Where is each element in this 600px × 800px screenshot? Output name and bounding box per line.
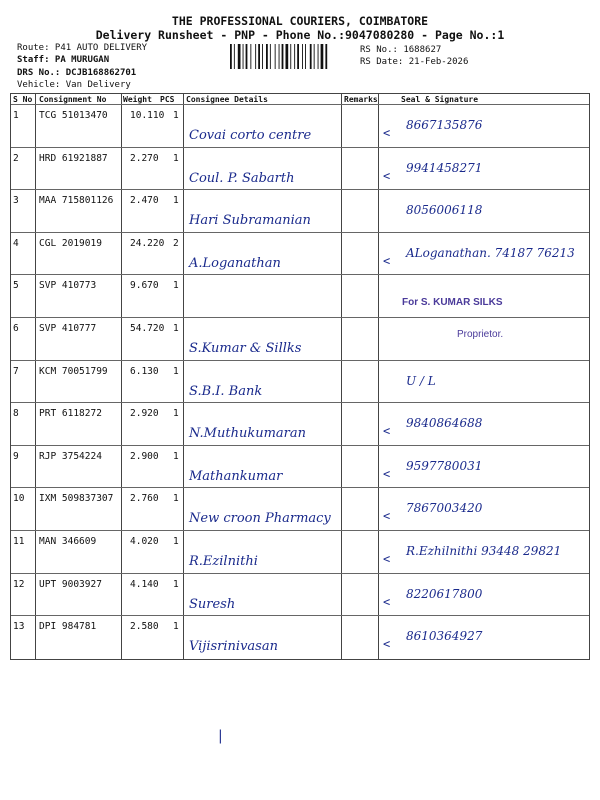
row-consignee-handwritten: Covai corto centre <box>189 128 312 143</box>
row-divider <box>11 402 589 403</box>
route-label: Route: P41 AUTO DELIVERY <box>17 43 148 53</box>
row-consignment-no: CGL 2019019 <box>39 237 102 249</box>
row-sno: 6 <box>13 323 19 334</box>
row-pcs: 1 <box>173 450 179 462</box>
row-consignee-handwritten: S.Kumar & Sillks <box>189 341 302 356</box>
row-weight: 2.920 <box>130 408 159 420</box>
runsheet-subtitle: Delivery Runsheet - PNP - Phone No.:9047080280 - Page No.:1 <box>95 28 505 42</box>
row-pcs: 1 <box>173 408 179 420</box>
row-signature: 9941458271 <box>406 160 483 175</box>
row-sno: 8 <box>13 408 19 420</box>
row-consignment-no: HRD 61921887 <box>39 152 108 164</box>
row-weight: 4.140 <box>130 578 159 590</box>
row-consignment-no: MAA 715801126 <box>39 195 114 207</box>
row-weight: 2.580 <box>130 621 159 633</box>
row-consignee-handwritten: Mathankumar <box>189 468 283 484</box>
row-signature: U / L <box>406 373 436 388</box>
row-received-mark: < <box>383 637 391 652</box>
row-consignment-no: TCG 51013470 <box>39 110 108 121</box>
row-divider <box>11 360 589 361</box>
rs-date: RS Date: 21-Feb-2026 <box>360 57 469 67</box>
row-pcs: 1 <box>173 365 179 377</box>
rs-number: RS No.: 1688627 <box>360 45 442 55</box>
row-pcs: 1 <box>173 280 179 292</box>
stamp-proprietor: Proprietor. <box>457 329 504 340</box>
row-received-mark: < <box>383 253 391 268</box>
row-signature: 8220617800 <box>406 586 483 601</box>
row-sno: 2 <box>13 152 19 164</box>
row-consignee-handwritten: R.Ezilnithi <box>189 554 258 569</box>
col-header-pcs: PCS <box>160 95 175 104</box>
row-consignee-handwritten: S.B.I. Bank <box>189 383 263 399</box>
pen-mark: | <box>218 728 223 744</box>
row-consignee-handwritten: New croon Pharmacy <box>189 511 331 527</box>
row-weight: 54.720 <box>130 323 165 334</box>
row-consignee-handwritten: Hari Subramanian <box>189 213 311 229</box>
row-consignment-no: SVP 410773 <box>39 280 97 292</box>
row-sno: 13 <box>13 621 25 633</box>
row-pcs: 1 <box>173 195 179 207</box>
row-divider <box>11 274 589 275</box>
row-signature: 9840864688 <box>406 416 483 431</box>
company-title: THE PROFESSIONAL COURIERS, COIMBATORE <box>171 14 429 28</box>
row-consignment-no: DPI 984781 <box>39 621 97 633</box>
row-sno: 12 <box>13 578 25 590</box>
row-consignment-no: IXM 509837307 <box>39 493 114 505</box>
row-pcs: 1 <box>173 621 179 633</box>
row-received-mark: < <box>383 168 391 183</box>
row-divider <box>11 232 589 233</box>
barcode-image <box>230 44 355 69</box>
row-divider <box>11 573 589 574</box>
row-sno: 1 <box>13 110 19 121</box>
row-consignee-handwritten: Suresh <box>189 596 236 612</box>
col-header-sno: S No <box>13 95 33 104</box>
row-consignment-no: RJP 3754224 <box>39 450 102 462</box>
row-weight: 4.020 <box>130 536 159 547</box>
row-weight: 2.270 <box>130 152 159 164</box>
row-received-mark: < <box>383 552 391 566</box>
col-header-consignee: Consignee Details <box>186 95 268 104</box>
row-weight: 9.670 <box>130 280 159 292</box>
row-weight: 2.760 <box>130 493 159 505</box>
row-received-mark: < <box>383 424 391 439</box>
vehicle-label: Vehicle: Van Delivery <box>17 80 131 90</box>
row-signature: 9597780031 <box>406 458 483 473</box>
row-weight: 24.220 <box>130 237 165 249</box>
company-stamp <box>382 295 552 355</box>
row-signature: 8667135876 <box>406 118 483 132</box>
row-divider <box>11 487 589 488</box>
stamp-company-name: For S. KUMAR SILKS <box>402 297 503 308</box>
row-consignment-no: UPT 9003927 <box>39 578 102 590</box>
col-header-remarks: Remarks <box>344 95 378 104</box>
staff-label: Staff: PA MURUGAN <box>17 55 110 65</box>
col-header-consignment: Consignment No <box>39 95 107 104</box>
row-consignment-no: PRT 6118272 <box>39 408 102 420</box>
row-consignee-handwritten: A.Loganathan <box>189 255 281 271</box>
row-consignee-handwritten: N.Muthukumaran <box>189 426 306 442</box>
row-sno: 3 <box>13 195 19 207</box>
row-sno: 11 <box>13 536 25 547</box>
row-received-mark: < <box>383 594 391 609</box>
row-pcs: 1 <box>173 578 179 590</box>
row-divider <box>11 189 589 190</box>
row-consignment-no: MAN 346609 <box>39 536 97 547</box>
row-received-mark: < <box>383 126 391 140</box>
row-consignment-no: KCM 70051799 <box>39 365 108 377</box>
drs-number: DRS No.: DCJB168862701 <box>17 68 137 78</box>
col-header-weight: Weight <box>123 95 152 104</box>
row-signature: 8610364927 <box>406 629 483 644</box>
row-signature: R.Ezhilnithi 93448 29821 <box>406 544 562 558</box>
row-pcs: 2 <box>173 237 179 249</box>
row-sno: 10 <box>13 493 25 505</box>
row-sno: 4 <box>13 237 19 249</box>
row-consignee-handwritten: Vijisrinivasan <box>189 639 278 655</box>
row-consignee-handwritten: Coul. P. Sabarth <box>189 170 295 186</box>
row-sno: 7 <box>13 365 19 377</box>
row-divider <box>11 530 589 531</box>
row-sno: 5 <box>13 280 19 292</box>
row-received-mark: < <box>383 509 391 524</box>
runsheet-table <box>10 93 590 660</box>
row-pcs: 1 <box>173 110 179 121</box>
col-header-seal: Seal & Signature <box>401 95 479 104</box>
row-pcs: 1 <box>173 152 179 164</box>
row-pcs: 1 <box>173 493 179 505</box>
row-weight: 10.110 <box>130 110 165 121</box>
row-signature: 8056006118 <box>406 203 483 218</box>
row-weight: 2.900 <box>130 450 159 462</box>
row-divider <box>11 147 589 148</box>
row-signature: 7867003420 <box>406 501 483 516</box>
row-sno: 9 <box>13 450 19 462</box>
row-consignment-no: SVP 410777 <box>39 323 97 334</box>
row-weight: 6.130 <box>130 365 159 377</box>
row-signature: ALoganathan. 74187 76213 <box>406 245 575 260</box>
row-pcs: 1 <box>173 323 179 334</box>
row-divider <box>11 445 589 446</box>
row-received-mark: < <box>383 466 391 481</box>
row-weight: 2.470 <box>130 195 159 207</box>
row-divider <box>11 615 589 616</box>
row-pcs: 1 <box>173 536 179 547</box>
